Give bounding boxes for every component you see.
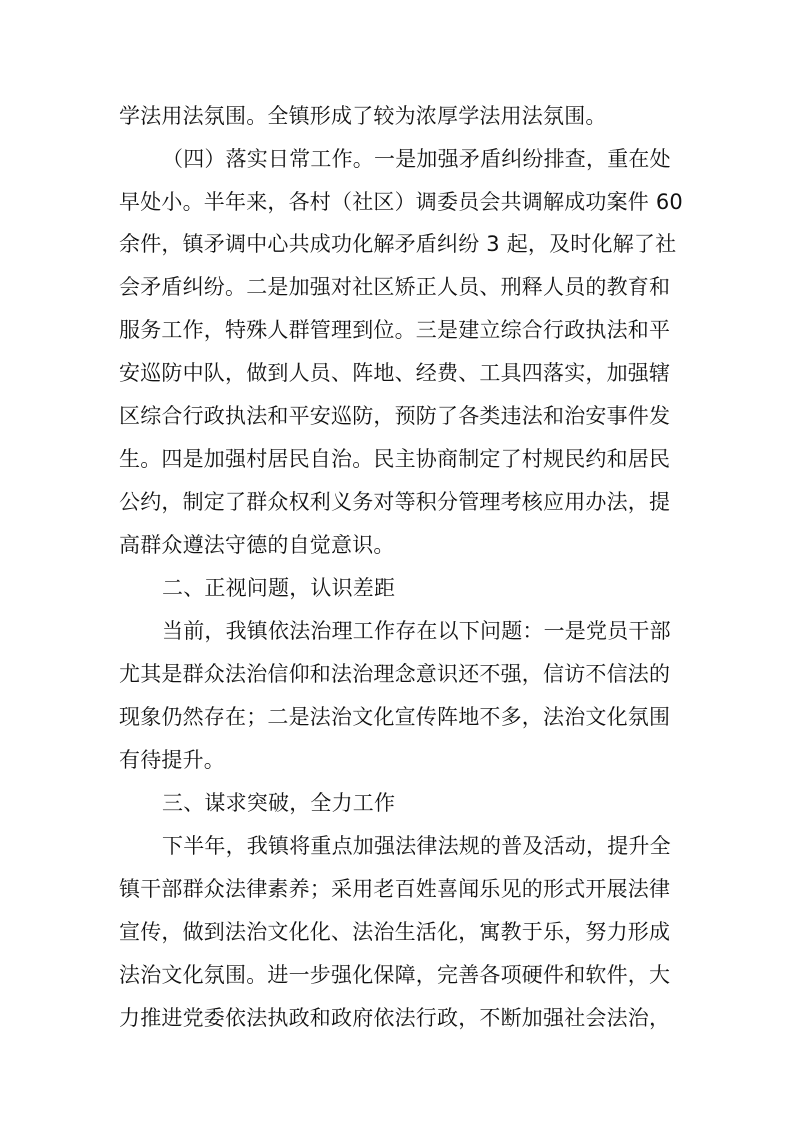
paragraph-line: 生。四是加强村居民自治。民主协商制定了村规民约和居民: [119, 447, 671, 471]
paragraph-line: 宣传，做到法治文化化、法治生活化，寓教于乐，努力形成: [119, 920, 671, 944]
section-heading-line: （四）落实日常工作。一是加强矛盾纠纷排查，重在处: [162, 147, 671, 171]
paragraph-line: 早处小。半年来，各村（社区）调委员会共调解成功案件 60: [119, 190, 683, 214]
paragraph-line: 公约，制定了群众权利义务对等积分管理考核应用办法，提: [119, 490, 671, 514]
paragraph-line: 法治文化氛围。进一步强化保障，完善各项硬件和软件，大: [119, 963, 671, 987]
paragraph-line: 余件，镇矛调中心共成功化解矛盾纠纷 3 起，及时化解了社: [119, 232, 677, 256]
section-heading: 二、正视问题，认识差距: [162, 576, 396, 600]
paragraph-line: 高群众遵法守德的自觉意识。: [119, 533, 395, 557]
paragraph-line: 当前，我镇依法治理工作存在以下问题：一是党员干部: [162, 619, 671, 643]
paragraph-line: 现象仍然存在；二是法治文化宣传阵地不多，法治文化氛围: [119, 705, 671, 729]
paragraph-line: 下半年，我镇将重点加强法律法规的普及活动，提升全: [162, 834, 671, 858]
paragraph-line: 尤其是群众法治信仰和法治理念意识还不强，信访不信法的: [119, 662, 671, 686]
paragraph-line: 会矛盾纠纷。二是加强对社区矫正人员、刑释人员的教育和: [119, 275, 671, 299]
paragraph-line: 镇干部群众法律素养；采用老百姓喜闻乐见的形式开展法律: [119, 877, 671, 901]
paragraph-line: 有待提升。: [119, 748, 225, 772]
paragraph-line: 力推进党委依法执政和政府依法行政，不断加强社会法治，: [119, 1006, 671, 1030]
paragraph-line: 安巡防中队，做到人员、阵地、经费、工具四落实，加强辖: [119, 361, 671, 385]
paragraph-line: 服务工作，特殊人群管理到位。三是建立综合行政执法和平: [119, 318, 671, 342]
paragraph-line: 学法用法氛围。全镇形成了较为浓厚学法用法氛围。: [119, 104, 607, 128]
section-heading: 三、谋求突破，全力工作: [162, 791, 396, 815]
paragraph-line: 区综合行政执法和平安巡防，预防了各类违法和治安事件发: [119, 404, 671, 428]
